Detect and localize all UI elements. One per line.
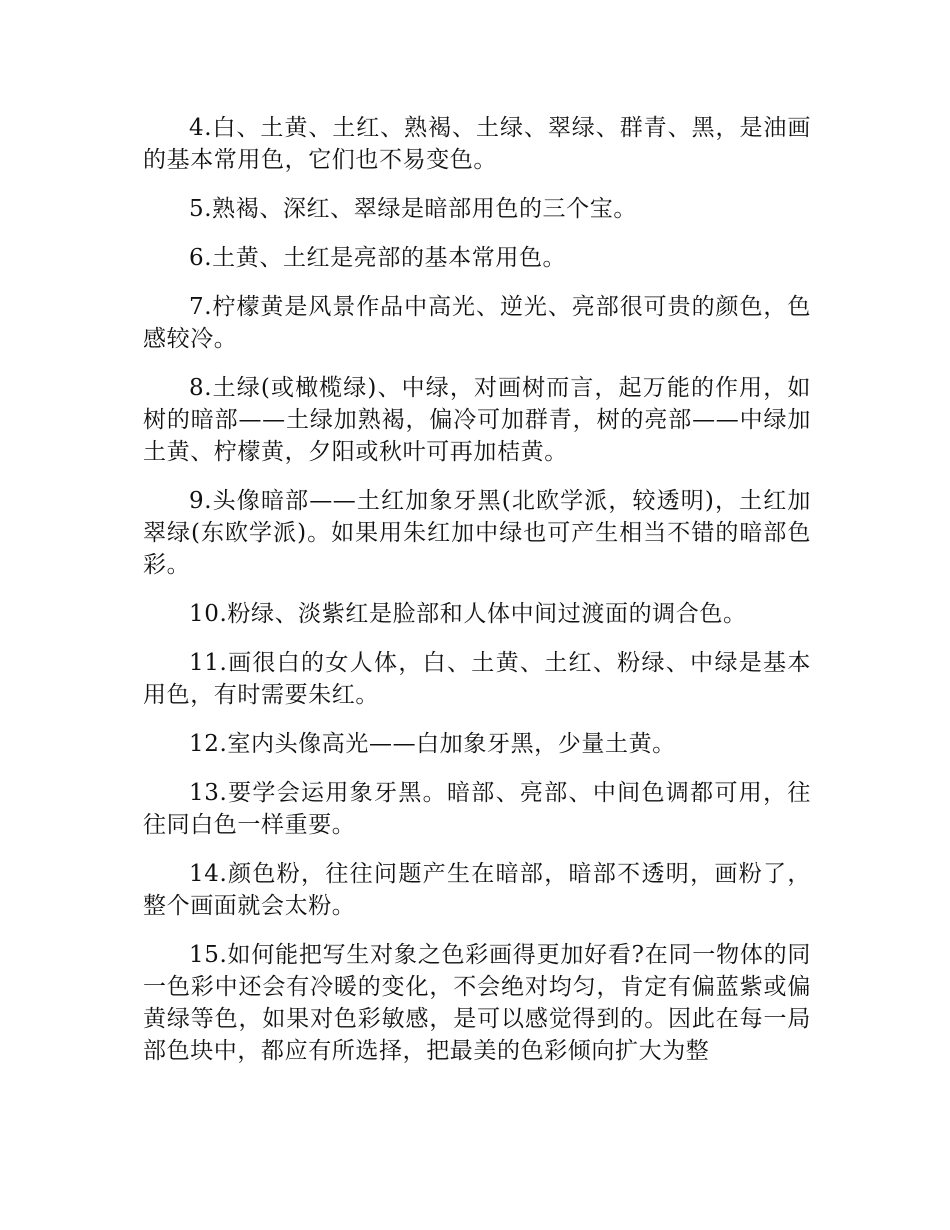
paragraph-10: 10.粉绿、淡紫红是脸部和人体中间过渡面的调合色。 [189,601,747,627]
paragraph-12: 12.室内头像高光——白加象牙黑，少量土黄。 [189,731,676,757]
paragraph-8: 8.土绿(或橄榄绿)、中绿，对画树而言，起万能的作用，如树的暗部——土绿加熟褐，偏冷可加群青，树的亮部——中绿加土黄、柠檬黄，夕阳或秋叶可再加桔黄。 [143,375,811,465]
paragraph-7: 7.柠檬黄是风景作品中高光、逆光、亮部很可贵的颜色，色感较冷。 [143,294,811,352]
document-body [143,112,811,1084]
paragraph-5: 5.熟褐、深红、翠绿是暗部用色的三个宝。 [189,196,637,222]
paragraph-15: 15.如何能把写生对象之色彩画得更加好看?在同一物体的同一色彩中还会有冷暖的变化，不会绝对均匀，肯定有偏蓝紫或偏黄绿等色，如果对色彩敏感，是可以感觉得到的。因此在每一局部色块中，都应有所选择，把最美的色彩倾向扩大为整 [143,942,811,1064]
paragraph-11: 11.画很白的女人体，白、土黄、土红、粉绿、中绿是基本用色，有时需要朱红。 [143,650,811,708]
paragraph-9: 9.头像暗部——土红加象牙黑(北欧学派，较透明)，土红加翠绿(东欧学派)。如果用朱红加中绿也可产生相当不错的暗部色彩。 [143,488,811,578]
paragraph-13: 13.要学会运用象牙黑。暗部、亮部、中间色调都可用，往往同白色一样重要。 [143,780,811,838]
paragraph-14: 14.颜色粉，往往问题产生在暗部，暗部不透明，画粉了，整个画面就会太粉。 [143,861,811,919]
paragraph-4: 4.白、土黄、土红、熟褐、土绿、翠绿、群青、黑，是油画的基本常用色，它们也不易变色。 [143,115,811,173]
paragraph-6: 6.土黄、土红是亮部的基本常用色。 [189,245,567,271]
